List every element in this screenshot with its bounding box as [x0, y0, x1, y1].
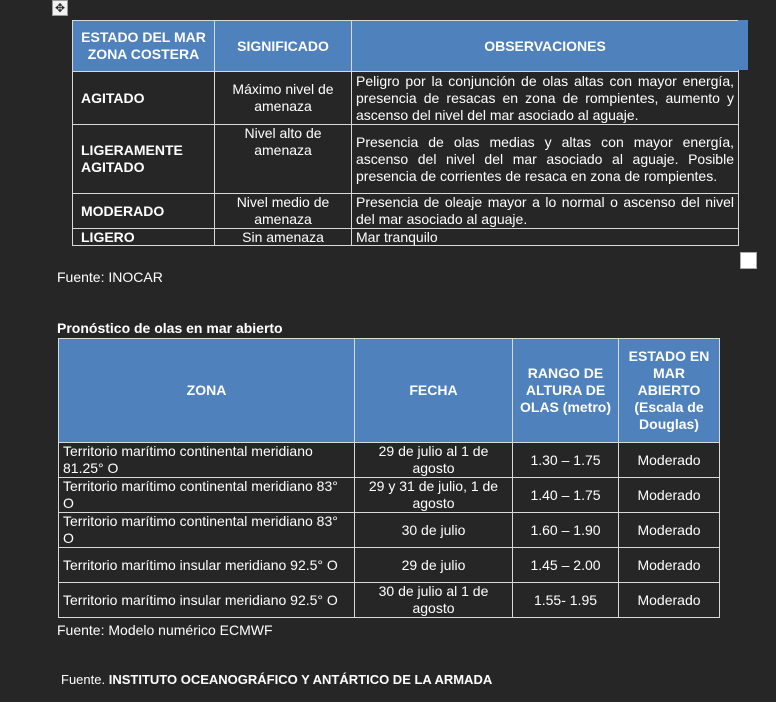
state-cell: LIGERO: [73, 229, 215, 246]
meaning-cell: Nivel medio de amenaza: [215, 194, 352, 229]
sea-state-cell: Moderado: [619, 478, 720, 513]
sea-state-cell: Moderado: [619, 513, 720, 548]
meaning-cell: Nivel alto de amenaza: [215, 125, 352, 194]
coastal-sea-state-table: [72, 20, 739, 246]
zone-cell: Territorio marítimo insular meridiano 92.5° O: [59, 548, 355, 583]
zone-cell: Territorio marítimo continental meridiano 83° O: [59, 513, 355, 548]
table-row: [73, 229, 739, 246]
date-cell: 30 de julio al 1 de agosto: [355, 583, 513, 618]
table-move-handle-icon[interactable]: ✥: [52, 0, 68, 16]
zone-cell: Territorio marítimo continental meridiano 81.25° O: [59, 443, 355, 478]
sea-state-cell: Moderado: [619, 548, 720, 583]
date-cell: 29 de julio al 1 de agosto: [355, 443, 513, 478]
wave-range-cell: 1.30 – 1.75: [513, 443, 619, 478]
table-row: [73, 194, 739, 229]
meaning-cell: Máximo nivel de amenaza: [215, 72, 352, 125]
sea-state-cell: Moderado: [619, 443, 720, 478]
table-resize-handle-icon[interactable]: [740, 252, 757, 269]
wave-range-cell: 1.40 – 1.75: [513, 478, 619, 513]
table-row: [73, 72, 739, 125]
table-row: [59, 548, 720, 583]
section-title: Pronóstico de olas en mar abierto: [57, 320, 283, 336]
table-row: [59, 583, 720, 618]
header-cell: RANGO DE ALTURA DE OLAS (metro): [513, 339, 619, 443]
wave-range-cell: 1.45 – 2.00: [513, 548, 619, 583]
header-cell: OBSERVACIONES: [352, 21, 739, 72]
date-cell: 30 de julio: [355, 513, 513, 548]
source-caption: Fuente: INOCAR: [57, 269, 163, 285]
table-row: [59, 513, 720, 548]
source-caption: Fuente: Modelo numérico ECMWF: [57, 622, 273, 638]
observation-cell: Mar tranquilo: [352, 229, 739, 246]
table-row: [73, 125, 739, 194]
table-header-extension: [738, 20, 748, 70]
observation-cell: Presencia de oleaje mayor a lo normal o ascenso del nivel del mar asociado al aguaje.: [352, 194, 739, 229]
state-cell: MODERADO: [73, 194, 215, 229]
zone-cell: Territorio marítimo continental meridiano 83° O: [59, 478, 355, 513]
meaning-cell: Sin amenaza: [215, 229, 352, 246]
state-cell: AGITADO: [73, 72, 215, 125]
source-prefix: Fuente.: [61, 672, 106, 687]
date-cell: 29 de julio: [355, 548, 513, 583]
table-header-row: [59, 339, 720, 443]
header-cell: SIGNIFICADO: [215, 21, 352, 72]
wave-range-cell: 1.60 – 1.90: [513, 513, 619, 548]
table-row: [59, 478, 720, 513]
observation-cell: Peligro por la conjunción de olas altas con mayor energía, presencia de resacas en zona de rompientes, aumento y ascenso del nivel del mar asociado al aguaje.: [352, 72, 739, 125]
header-cell: FECHA: [355, 339, 513, 443]
institution-name: INSTITUTO OCEANOGRÁFICO Y ANTÁRTICO DE LA ARMADA: [108, 672, 493, 687]
header-cell: ESTADO DEL MAR ZONA COSTERA: [73, 21, 215, 72]
header-cell: ESTADO EN MAR ABIERTO (Escala de Douglas): [619, 339, 720, 443]
table-header-row: [73, 21, 739, 72]
wave-range-cell: 1.55- 1.95: [513, 583, 619, 618]
open-sea-wave-forecast-table: [58, 338, 720, 618]
zone-cell: Territorio marítimo insular meridiano 92.5° O: [59, 583, 355, 618]
sea-state-cell: Moderado: [619, 583, 720, 618]
source-caption-institution: [61, 672, 492, 687]
date-cell: 29 y 31 de julio, 1 de agosto: [355, 478, 513, 513]
state-cell: LIGERAMENTE AGITADO: [73, 125, 215, 194]
observation-cell: Presencia de olas medias y altas con mayor energía, ascenso del nivel del mar asociado al aguaje. Posible presencia de corrientes de resaca en zona de rompientes.: [352, 125, 739, 194]
table-row: [59, 443, 720, 478]
header-cell: ZONA: [59, 339, 355, 443]
